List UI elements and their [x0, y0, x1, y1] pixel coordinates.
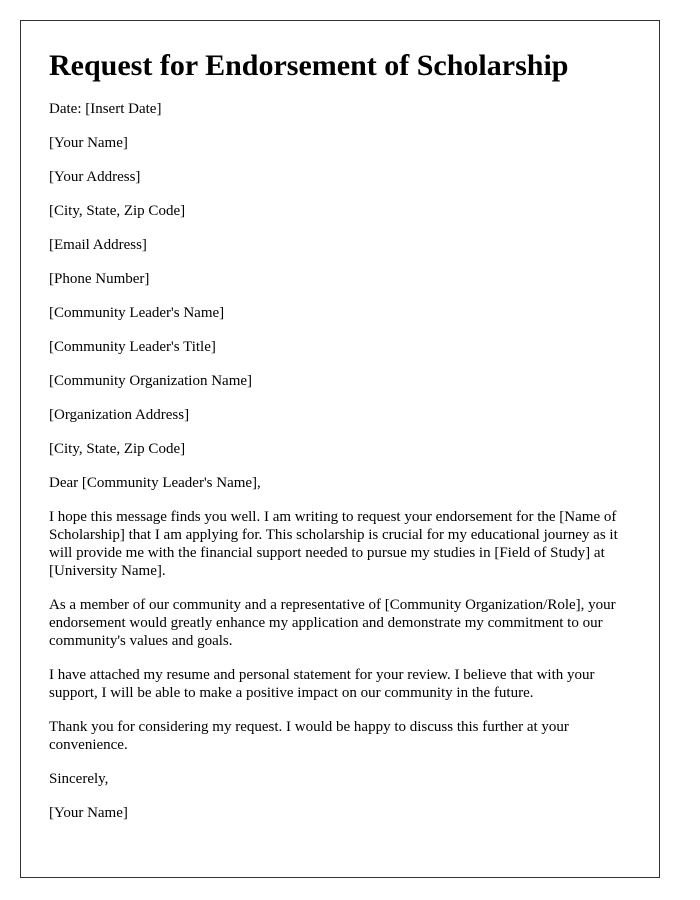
letter-page [20, 20, 660, 878]
signature: [Your Name] [49, 804, 128, 821]
recipient-address: [Organization Address] [49, 406, 190, 423]
recipient-title: [Community Leader's Title] [49, 338, 216, 355]
body-paragraph: Thank you for considering my request. I would be happy to discuss this further at your convenience. [49, 718, 569, 753]
recipient-organization: [Community Organization Name] [49, 372, 253, 389]
recipient-name: [Community Leader's Name] [49, 304, 225, 321]
body-paragraph: I have attached my resume and personal statement for your review. I believe that with your support, I will be able to make a positive impact on our community in the future. [49, 666, 595, 701]
sender-email: [Email Address] [49, 236, 147, 253]
recipient-city-state-zip: [City, State, Zip Code] [49, 440, 186, 457]
sender-name: [Your Name] [49, 134, 128, 151]
closing: Sincerely, [49, 770, 109, 787]
sender-city-state-zip: [City, State, Zip Code] [49, 202, 186, 219]
letter-title: Request for Endorsement of Scholarship [49, 49, 569, 82]
body-paragraph: As a member of our community and a representative of [Community Organization/Role], your endorsement would greatly enhance my application and demonstrate my commitment to our community's values and goals. [49, 596, 616, 649]
salutation: Dear [Community Leader's Name], [49, 474, 261, 491]
sender-address: [Your Address] [49, 168, 141, 185]
body-paragraph: I hope this message finds you well. I am writing to request your endorsement for the [Name of Scholarship] that I am applying for. This scholarship is crucial for my educational journey as it will provide me with the financial support needed to pursue my studies in [Field of Study] at [University Name]. [49, 508, 618, 579]
sender-phone: [Phone Number] [49, 270, 150, 287]
date-line: Date: [Insert Date] [49, 100, 162, 117]
